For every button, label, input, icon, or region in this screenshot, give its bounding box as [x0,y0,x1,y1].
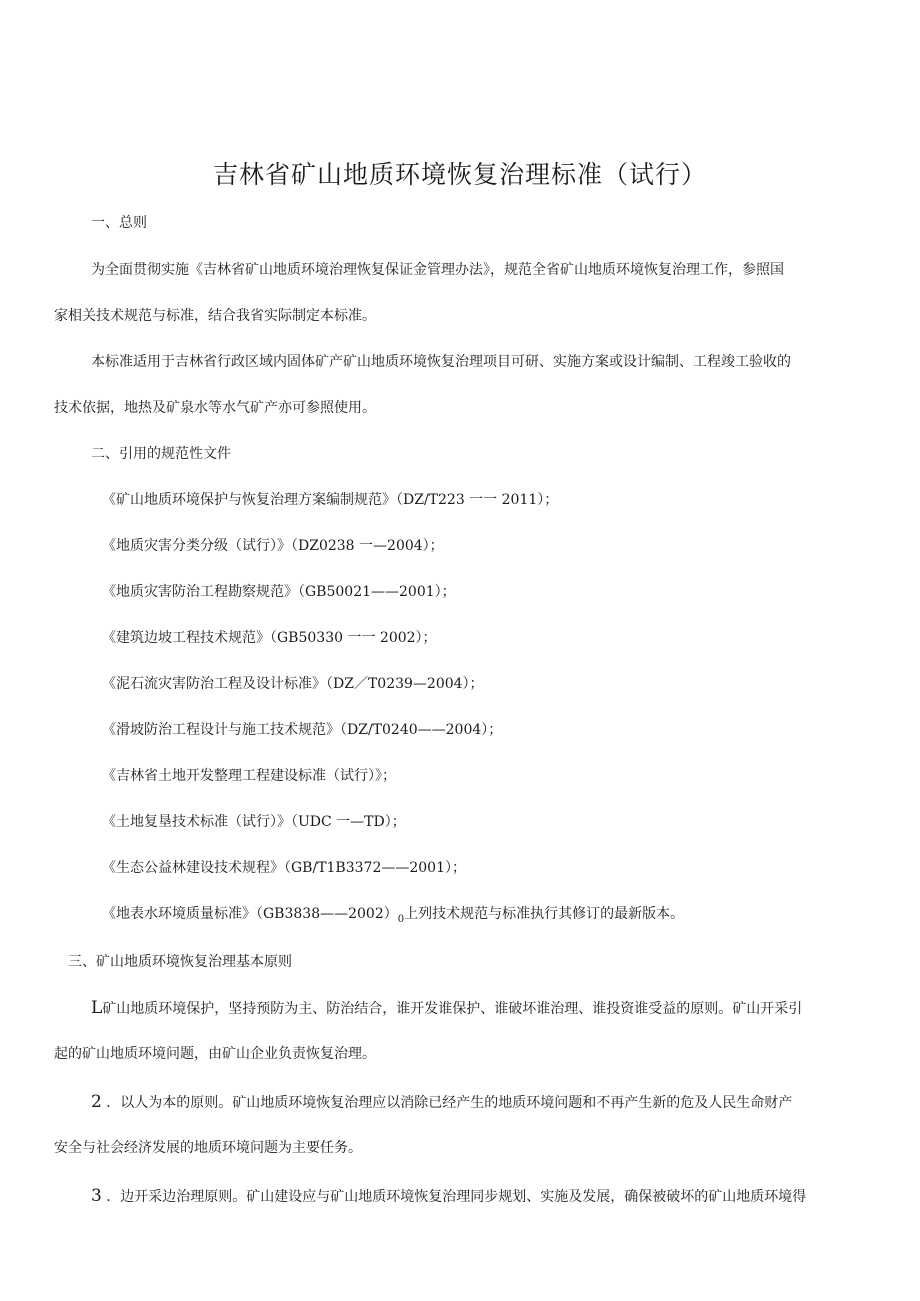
reference-item: 《地质灾害防治工程勘察规范》（GB50021——2001）； [102,584,456,600]
principle-3-text: ．边开采边治理原则。矿山建设应与矿山地质环境恢复治理同步规划、实施及发展，确保被破坏的矿山地质环境得 [101,1189,807,1205]
general-paragraph-2-line-1: 本标准适用于吉林省行政区域内固体矿产矿山地质环境恢复治理项目可研、实施方案或设计编制、工程竣工验收的 [91,354,791,370]
reference-item: 《滑坡防治工程设计与施工技术规范》（DZ/T0240——2004）； [102,722,503,738]
reference-item: 《吉林省土地开发整理工程建设标准（试行）》； [102,768,396,784]
principle-2-line-1 [91,1091,792,1114]
reference-item: 《地质灾害分类分级（试行）》（DZ0238 一—2004）； [102,538,444,554]
reference-item: 《土地复垦技术标准（试行）》（UDC 一—TD）； [102,814,406,830]
general-paragraph-1-line-1: 为全面贯彻实施《吉林省矿山地质环境治理恢复保证金管理办法》，规范全省矿山地质环境恢复治理工作，参照国 [91,262,784,278]
principle-1-line-1 [91,997,802,1020]
section-heading-general: 一、总则 [91,215,147,231]
principle-1-line-2: 起的矿山地质环境问题，由矿山企业负责恢复治理。 [54,1046,376,1062]
reference-item-last-mark: 0 [397,914,405,925]
section-heading-references: 二、引用的规范性文件 [91,446,231,462]
principle-2-line-2: 安全与社会经济发展的地质环境问题为主要任务。 [54,1140,362,1156]
principle-3-line-1 [91,1185,806,1208]
document-title: 吉林省矿山地质环境恢复治理标准（试行） [212,160,707,189]
reference-item: 《生态公益林建设技术规程》（GB/T1B3372——2001）； [102,860,466,876]
principle-2-number: 2 [91,1092,102,1112]
principle-2-text: ．以人为本的原则。矿山地质环境恢复治理应以消除已经产生的地质环境问题和不再产生新的危及人民生命财产 [101,1095,793,1111]
reference-item: 《矿山地质环境保护与恢复治理方案编制规范》（DZ/T223 一一 2011）； [102,492,559,508]
reference-item: 《建筑边坡工程技术规范》（GB50330 一一 2002）； [102,630,437,646]
reference-item-last [102,903,684,931]
general-paragraph-2-line-2: 技术依据，地热及矿泉水等水气矿产亦可参照使用。 [54,400,376,416]
reference-item: 《泥石流灾害防治工程及设计标准》（DZ／T0239—2004）； [102,676,484,692]
section-heading-principles: 三、矿山地质环境恢复治理基本原则 [68,954,292,970]
principle-3-number: 3 [91,1186,102,1206]
reference-item-last-note: 上列技术规范与标准执行其修订的最新版本。 [404,906,685,922]
general-paragraph-1-line-2: 家相关技术规范与标准，结合我省实际制定本标准。 [54,308,376,324]
principle-1-number: L [91,998,103,1018]
reference-item-last-title: 《地表水环境质量标准》（GB3838——2002） [102,906,398,922]
principle-1-text: 矿山地质环境保护，坚持预防为主、防治结合，谁开发谁保护、谁破坏谁治理、谁投资谁受益的原则。矿山开采引 [102,1001,803,1017]
